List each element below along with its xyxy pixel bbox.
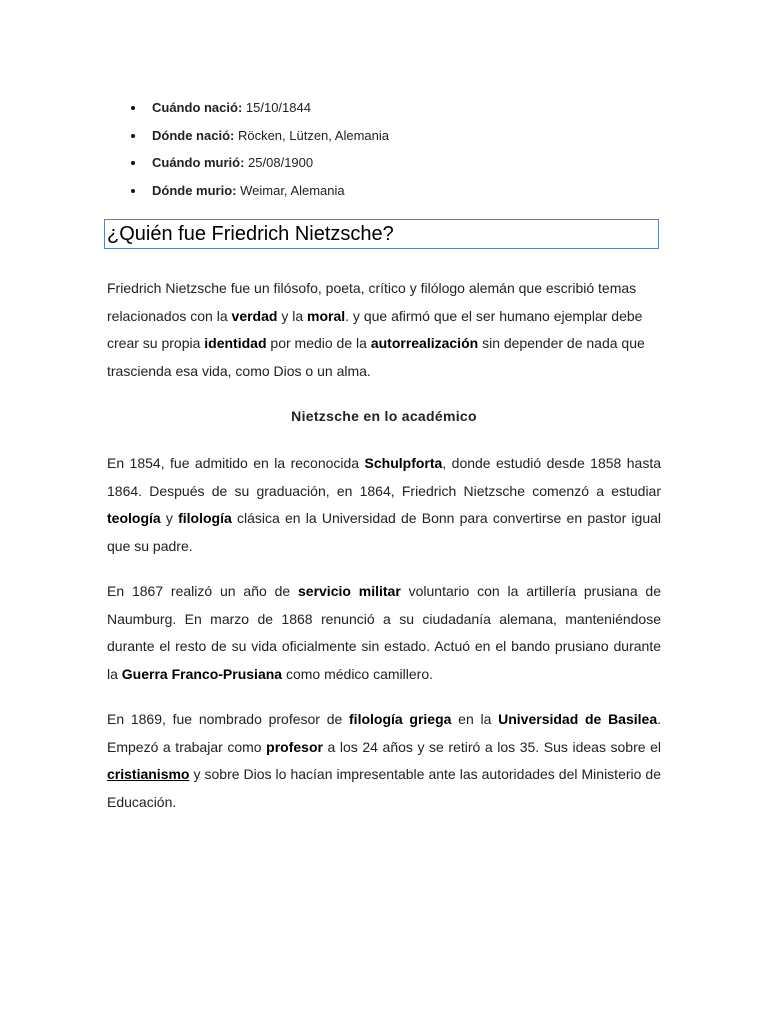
text-span: En 1854, fue admitido en la reconocida [107, 455, 365, 471]
fact-value: 25/08/1900 [244, 155, 314, 171]
text-span: en la [451, 711, 499, 727]
text-span: como médico camillero. [282, 665, 434, 682]
bold-term: Guerra Franco-Prusiana [121, 665, 283, 682]
page-title: ¿Quién fue Friedrich Nietzsche? [107, 223, 394, 245]
bold-term: servicio militar [298, 583, 401, 599]
bold-term: profesor [266, 738, 323, 755]
text-span: Friedrich Nietzsche fue un filósofo, poeta, crítico y filólogo alemán que escribió temas relacionados con la [107, 280, 637, 324]
bold-term: filología [178, 510, 232, 526]
text-span: y [160, 510, 179, 526]
text-span: por medio de la [266, 335, 371, 351]
fact-death-date [107, 155, 667, 171]
link-cristianismo[interactable]: cristianismo [107, 766, 190, 782]
fact-label: Cuándo murió: [152, 155, 245, 171]
fact-birth-place [107, 128, 667, 144]
fact-value: 15/10/1844 [242, 100, 311, 115]
text-span: En 1869, fue nombrado profesor de [107, 711, 350, 727]
text-span: . y que afirmó que el ser humano ejemplar debe crear su propia [107, 307, 643, 351]
fact-label: Cuándo nació: [152, 100, 243, 115]
bold-term: Schulpforta [364, 455, 443, 471]
paragraph-education [107, 450, 661, 560]
heading-box [104, 219, 659, 249]
text-span: sin depender de nada que trascienda esa vida, como Dios o un alma. [107, 335, 645, 379]
fact-value: Weimar, Alemania [236, 183, 345, 199]
bullet-icon [131, 134, 135, 138]
bold-term: moral [307, 307, 346, 324]
fact-label: Dónde nació: [152, 127, 235, 143]
text-span: . Empezó a trabajar como [107, 711, 661, 755]
text-span: y la [277, 307, 308, 324]
section-subheading: Nietzsche en lo académico [291, 408, 477, 424]
paragraph-intro [107, 275, 661, 385]
bullet-icon [131, 189, 135, 193]
text-span: y sobre Dios lo hacían impresentable ante las autoridades del Ministerio de Educación. [107, 766, 661, 810]
text-span: , donde estudió desde 1858 hasta 1864. Después de su graduación, en 1864, Friedrich Nietzsche comenzó a estudiar [107, 455, 661, 499]
paragraph-military [107, 578, 661, 688]
bold-term: autorrealización [370, 335, 479, 351]
text-span: a los 24 años y se retiró a los 35. Sus ideas sobre el [322, 738, 662, 755]
fact-label: Dónde murio: [152, 183, 237, 199]
text-span: voluntario con la artillería prusiana de Naumburg. En marzo de 1868 renunció a su ciudadanía alemana, manteniéndose durante el resto de su vida oficialmente sin estado. Actuó en el bando prusiano durante la [107, 583, 662, 682]
bold-term: Universidad de Basilea [498, 711, 658, 727]
fact-death-place [107, 183, 667, 199]
bold-term: teología [107, 510, 161, 526]
bold-term: verdad [231, 307, 278, 324]
bullet-icon [131, 106, 135, 110]
facts-list [107, 100, 667, 211]
bold-term: identidad [204, 335, 267, 351]
fact-value: Röcken, Lützen, Alemania [234, 127, 389, 143]
paragraph-basel [107, 706, 661, 816]
text-span: En 1867 realizó un año de [107, 583, 298, 599]
bold-term: filología griega [349, 711, 452, 727]
fact-birth-date [107, 100, 667, 116]
bullet-icon [131, 161, 135, 165]
text-span: clásica en la Universidad de Bonn para convertirse en pastor igual que su padre. [107, 510, 662, 554]
